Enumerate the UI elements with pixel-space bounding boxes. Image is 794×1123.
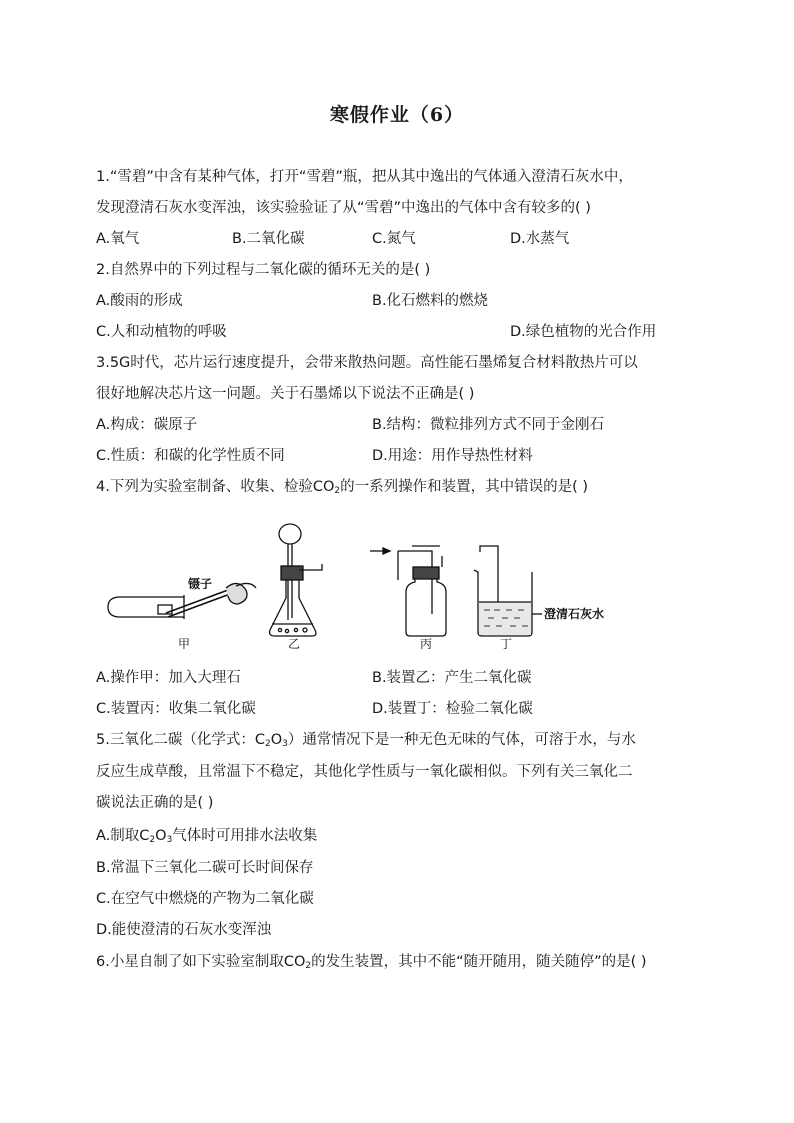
experiment-figure xyxy=(100,518,640,658)
q1-text-line2: 发现澄清石灰水变浑浊，该实验验证了从“雪碧”中逸出的气体中含有较多的( ) xyxy=(96,200,591,216)
apparatus-bing xyxy=(370,546,446,636)
apparatus-jia xyxy=(108,583,256,619)
q2-option-a[interactable]: A.酸雨的形成 xyxy=(96,293,183,309)
tweezers-label: 镊子 xyxy=(188,577,213,591)
q4-option-c[interactable]: C.装置丙：收集二氧化碳 xyxy=(96,701,256,717)
label-ding: 丁 xyxy=(500,637,513,651)
q5-option-b[interactable]: B.常温下三氧化二碳可长时间保存 xyxy=(96,860,314,876)
q6-text-line1: 6.小星自制了如下实验室制取$CO_2$的发生装置，其中不能“随开随用，随关随停”的是( ) xyxy=(96,954,647,971)
apparatus-yi xyxy=(270,524,322,636)
q5-text-line3: 碳说法正确的是( ) xyxy=(96,795,214,811)
page-title: 寒假作业（6） xyxy=(329,104,465,126)
q5-text-line2: 反应生成草酸，且常温下不稳定，其他化学性质与一氧化碳相似。下列有关三氧化二 xyxy=(96,764,633,780)
q1-option-b[interactable]: B.二氧化碳 xyxy=(232,231,305,247)
q2-text-line1: 2.自然界中的下列过程与二氧化碳的循环无关的是( ) xyxy=(96,262,431,278)
q4-text-line1: 4.下列为实验室制备、收集、检验$CO_2$的一系列操作和装置，其中错误的是( ) xyxy=(96,479,589,496)
q2-option-c[interactable]: C.人和动植物的呼吸 xyxy=(96,324,227,340)
q4-option-d[interactable]: D.装置丁：检验二氧化碳 xyxy=(372,701,533,717)
q2-option-d[interactable]: D.绿色植物的光合作用 xyxy=(510,324,657,340)
q1-option-d[interactable]: D.水蒸气 xyxy=(510,231,570,247)
q3-option-d[interactable]: D.用途：用作导热性材料 xyxy=(372,448,533,464)
q5-option-d[interactable]: D.能使澄清的石灰水变浑浊 xyxy=(96,922,272,938)
q2-option-b[interactable]: B.化石燃料的燃烧 xyxy=(372,293,489,309)
q3-option-c[interactable]: C.性质：和碳的化学性质不同 xyxy=(96,448,285,464)
label-jia: 甲 xyxy=(178,637,191,651)
q3-text-line2: 很好地解决芯片这一问题。关于石墨烯以下说法不正确是( ) xyxy=(96,386,475,402)
q3-option-a[interactable]: A.构成：碳原子 xyxy=(96,417,198,433)
q3-option-b[interactable]: B.结构：微粒排列方式不同于金刚石 xyxy=(372,417,605,433)
q3-text-line1: 3.5G时代，芯片运行速度提升，会带来散热问题。高性能石墨烯复合材料散热片可以 xyxy=(96,355,638,371)
limewater-label: 澄清石灰水 xyxy=(544,607,605,621)
q1-option-a[interactable]: A.氧气 xyxy=(96,231,140,247)
apparatus-ding xyxy=(474,546,542,636)
q4-option-b[interactable]: B.装置乙：产生二氧化碳 xyxy=(372,670,532,686)
label-yi: 乙 xyxy=(288,637,301,651)
label-bing: 丙 xyxy=(420,637,433,651)
q5-text-line1: 5.三氧化二碳（化学式：$C_2O_3$）通常情况下是一种无色无味的气体，可溶于水，与水 xyxy=(96,732,636,749)
q1-text-line1: 1.“雪碧”中含有某种气体，打开“雪碧”瓶，把从其中逸出的气体通入澄清石灰水中， xyxy=(96,169,633,185)
q1-option-c[interactable]: C.氮气 xyxy=(372,231,416,247)
q5-option-a[interactable]: A.制取$C_2O_3$气体时可用排水法收集 xyxy=(96,828,318,845)
q5-option-c[interactable]: C.在空气中燃烧的产物为二氧化碳 xyxy=(96,891,314,907)
q4-option-a[interactable]: A.操作甲：加入大理石 xyxy=(96,670,241,686)
